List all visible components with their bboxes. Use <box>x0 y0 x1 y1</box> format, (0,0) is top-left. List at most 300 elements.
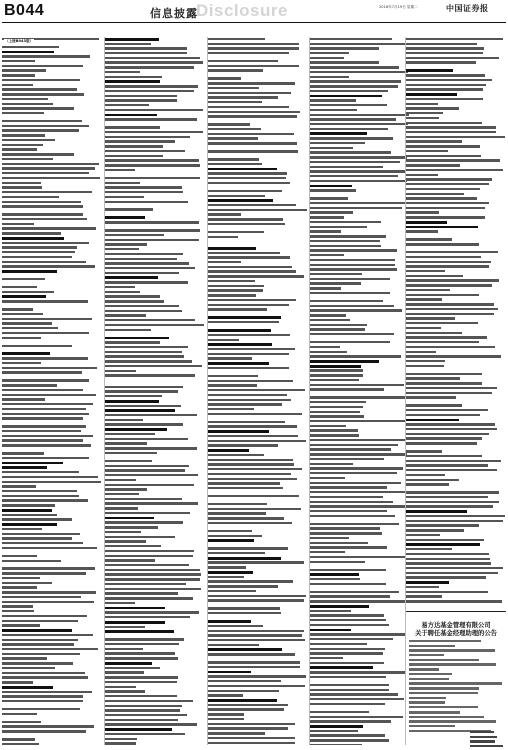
text-line <box>310 463 409 467</box>
text-line <box>105 136 204 140</box>
text-line <box>409 640 503 644</box>
text-line <box>105 686 204 690</box>
text-line <box>2 201 101 205</box>
text-line <box>2 560 101 564</box>
text-line <box>208 47 307 51</box>
text-line <box>310 61 409 65</box>
text-line <box>105 662 204 666</box>
text-line <box>208 444 307 448</box>
text-line <box>105 66 204 70</box>
text-line <box>105 85 204 89</box>
text-line <box>406 543 505 547</box>
text-line <box>208 547 307 551</box>
text-line <box>2 177 101 181</box>
text-line <box>105 216 204 220</box>
text-line <box>2 295 101 299</box>
text-line <box>406 355 505 359</box>
text-line <box>310 185 409 189</box>
text-line <box>2 452 101 456</box>
text-line <box>310 605 409 609</box>
text-line <box>2 537 101 541</box>
text-line <box>2 318 101 322</box>
text-line <box>406 382 505 386</box>
text-line <box>105 616 204 620</box>
text-line <box>105 341 204 345</box>
text-line <box>208 231 307 235</box>
text-line <box>105 208 204 212</box>
text-line <box>105 291 204 295</box>
text-line <box>2 210 101 213</box>
text-line <box>310 415 409 419</box>
text-line <box>105 159 204 163</box>
text-line <box>2 610 101 614</box>
text-line <box>310 249 409 253</box>
text-line <box>208 473 307 477</box>
text-line <box>406 505 505 509</box>
text-line <box>2 743 101 745</box>
text-line <box>105 583 204 587</box>
text-line <box>105 578 204 582</box>
text-line <box>105 169 204 173</box>
text-line <box>105 592 204 596</box>
text-line <box>2 490 101 494</box>
text-line <box>2 389 101 393</box>
text-line <box>406 428 505 432</box>
text-line <box>208 43 307 47</box>
text-line <box>310 194 409 197</box>
text-line <box>208 252 307 256</box>
text-line <box>310 643 409 647</box>
text-line <box>310 565 409 568</box>
text-line <box>406 460 505 464</box>
text-line <box>310 38 409 42</box>
text-line <box>2 139 101 143</box>
text-line <box>310 619 409 623</box>
text-line <box>406 207 505 211</box>
text-line <box>208 658 307 661</box>
text-line <box>310 259 409 263</box>
text-line <box>310 393 409 396</box>
text-line <box>406 423 505 427</box>
text-line <box>2 639 101 643</box>
text-line <box>406 409 505 413</box>
text-line <box>310 66 409 70</box>
text-line <box>2 55 101 59</box>
text-line <box>310 595 409 599</box>
text-line <box>409 716 503 720</box>
text-line <box>406 450 505 454</box>
text-column-4 <box>310 37 409 745</box>
text-line <box>310 439 409 443</box>
text-line <box>208 218 307 222</box>
text-line <box>208 316 307 320</box>
text-line <box>406 404 505 408</box>
text-line <box>105 667 204 671</box>
text-line <box>310 453 409 457</box>
text-line <box>105 355 204 359</box>
text-line <box>310 703 409 707</box>
text-line <box>406 93 505 97</box>
text-line <box>208 182 307 186</box>
text-line <box>105 573 204 577</box>
text-line <box>310 648 409 652</box>
text-line <box>310 734 409 738</box>
text-line <box>406 284 505 288</box>
text-line <box>208 435 307 439</box>
text-line <box>208 634 307 638</box>
text-line <box>406 235 505 238</box>
text-line <box>208 512 307 516</box>
text-line <box>2 398 101 402</box>
text-line <box>406 197 505 201</box>
text-line <box>208 223 307 227</box>
text-line <box>406 447 505 450</box>
text-line <box>105 714 204 718</box>
text-line <box>2 586 101 590</box>
text-line <box>310 230 409 234</box>
text-line <box>105 272 204 276</box>
text-line <box>310 569 409 573</box>
text-line <box>310 137 409 141</box>
text-line <box>208 413 307 417</box>
text-line <box>208 147 307 150</box>
text-line <box>105 201 204 205</box>
text-line <box>2 352 101 356</box>
text-line <box>310 546 409 550</box>
text-line <box>208 120 307 123</box>
text-line <box>105 196 204 200</box>
text-line <box>105 262 204 266</box>
text-line <box>2 84 101 88</box>
text-line <box>2 129 101 133</box>
text-line <box>208 190 307 194</box>
text-line <box>105 521 204 525</box>
text-line <box>310 47 409 51</box>
text-line <box>208 449 307 453</box>
text-line <box>310 207 409 211</box>
text-line <box>310 711 409 715</box>
text-line <box>208 123 307 127</box>
text-line <box>105 540 204 544</box>
text-line <box>2 634 101 638</box>
text-line <box>105 281 204 285</box>
text-line <box>208 644 307 648</box>
text-line <box>105 648 204 652</box>
text-line <box>2 572 101 576</box>
text-line <box>310 542 409 546</box>
text-line <box>2 514 101 518</box>
text-line <box>105 319 204 323</box>
text-line <box>2 430 101 434</box>
text-line <box>208 74 307 77</box>
text-line <box>406 558 505 562</box>
text-line <box>105 104 204 108</box>
text-line <box>2 648 101 652</box>
text-line <box>406 524 505 528</box>
text-line <box>310 523 409 527</box>
text-line <box>406 581 505 585</box>
text-line <box>310 401 409 405</box>
text-line <box>310 505 409 509</box>
text-line <box>208 389 307 393</box>
text-line <box>406 553 505 557</box>
text-line <box>105 382 204 385</box>
text-line <box>310 324 409 328</box>
text-line <box>208 459 307 463</box>
text-line <box>2 662 101 666</box>
text-line <box>406 373 505 377</box>
text-line <box>406 317 505 321</box>
text-line <box>2 615 101 619</box>
text-line <box>2 676 101 680</box>
text-line <box>105 630 204 634</box>
text-line <box>310 434 409 438</box>
text-line <box>406 211 505 215</box>
text-line <box>310 744 409 745</box>
text-line <box>406 174 505 178</box>
text-line <box>208 607 307 611</box>
text-line <box>310 337 409 340</box>
text-line <box>310 319 409 323</box>
text-line <box>406 387 505 391</box>
text-line <box>208 680 307 684</box>
text-line <box>105 239 204 243</box>
text-line <box>208 394 307 398</box>
text-line <box>2 509 101 513</box>
text-line <box>406 289 505 293</box>
text-line <box>2 449 101 452</box>
text-line <box>208 530 307 534</box>
text-line <box>406 69 505 73</box>
text-line <box>208 727 307 731</box>
text-line <box>2 435 101 439</box>
text-line <box>406 414 505 418</box>
text-line <box>310 561 409 565</box>
text-line <box>310 264 409 268</box>
text-line <box>105 438 204 442</box>
text-line <box>406 183 505 187</box>
text-line <box>406 308 505 312</box>
text-line <box>208 321 307 325</box>
text-line <box>105 723 204 727</box>
text-line <box>105 47 204 51</box>
issue-date: 2016年7月19日 星期二 <box>379 5 418 9</box>
text-line <box>310 305 409 309</box>
text-line <box>409 711 503 715</box>
text-line <box>105 155 204 159</box>
text-line <box>105 43 204 47</box>
text-line <box>208 348 307 352</box>
text-line <box>208 580 307 584</box>
text-line <box>208 56 307 59</box>
text-line <box>208 299 307 303</box>
text-line <box>2 704 101 707</box>
text-line <box>310 355 409 359</box>
text-line <box>105 390 204 394</box>
text-line <box>310 671 409 675</box>
text-line <box>310 189 409 193</box>
text-line <box>2 425 101 429</box>
text-line <box>2 542 101 546</box>
text-line <box>2 601 101 605</box>
text-line <box>208 313 307 316</box>
text-line <box>2 163 101 167</box>
text-line <box>208 639 307 643</box>
text-line <box>406 226 505 230</box>
text-line <box>2 172 101 176</box>
text-line <box>2 345 101 349</box>
text-line <box>406 122 505 126</box>
text-line <box>208 539 307 543</box>
text-line <box>208 612 307 616</box>
text-line <box>406 188 505 192</box>
text-line <box>2 93 101 97</box>
text-line <box>2 681 101 685</box>
text-line <box>310 161 409 165</box>
text-line <box>208 708 307 712</box>
text-line <box>2 700 101 704</box>
text-line <box>2 667 101 671</box>
text-line <box>208 430 307 434</box>
text-line <box>406 193 505 197</box>
text-line <box>208 195 307 199</box>
text-line <box>2 349 101 352</box>
text-line <box>208 142 307 146</box>
text-line <box>2 46 101 50</box>
text-line <box>310 684 409 688</box>
text-line <box>406 483 505 487</box>
text-line <box>2 691 101 695</box>
text-line <box>406 313 505 317</box>
section-title-en: Disclosure <box>196 1 288 20</box>
text-line <box>105 469 204 473</box>
text-line <box>208 499 307 502</box>
text-line <box>208 294 307 298</box>
text-line <box>208 566 307 570</box>
text-line <box>310 657 409 661</box>
text-line <box>2 300 101 304</box>
text-line <box>310 109 409 113</box>
text-line <box>105 705 204 709</box>
text-line <box>2 223 101 227</box>
text-line <box>208 463 307 467</box>
text-line <box>2 708 101 712</box>
text-line <box>406 433 505 437</box>
text-line <box>105 80 204 84</box>
text-line <box>2 341 101 344</box>
text-line <box>409 706 503 710</box>
text-line <box>105 447 204 451</box>
text-line <box>2 620 101 624</box>
text-line <box>2 730 101 734</box>
text-line <box>2 134 101 138</box>
text-line <box>105 140 204 144</box>
text-line <box>105 484 204 488</box>
text-line <box>310 716 409 720</box>
text-line <box>406 488 505 491</box>
text-line <box>105 395 204 399</box>
text-line <box>105 728 204 732</box>
text-line <box>310 90 409 94</box>
text-line <box>2 362 101 366</box>
text-column-2 <box>105 37 204 745</box>
continued-from-label: （上接B043版） <box>5 39 34 43</box>
text-line <box>105 305 204 309</box>
text-line <box>105 118 204 122</box>
text-line <box>208 685 307 689</box>
text-line <box>105 400 204 404</box>
text-line <box>310 57 409 61</box>
text-line <box>2 227 101 231</box>
text-line <box>310 365 409 369</box>
text-line <box>105 643 204 647</box>
text-line <box>105 57 204 61</box>
text-line <box>310 226 409 230</box>
text-line <box>105 531 204 535</box>
text-line <box>310 680 409 683</box>
text-line <box>105 564 204 568</box>
text-line <box>406 47 505 51</box>
text-line <box>2 88 101 92</box>
text-line <box>208 128 307 132</box>
text-line <box>105 310 204 314</box>
text-line <box>105 329 204 333</box>
text-line <box>208 243 307 246</box>
text-line <box>105 405 204 409</box>
text-line <box>310 425 409 429</box>
text-line <box>406 88 505 92</box>
text-line <box>208 666 307 670</box>
text-line <box>406 327 505 331</box>
text-line <box>105 61 204 65</box>
text-line <box>406 66 505 69</box>
text-line <box>2 261 101 265</box>
text-line <box>406 61 505 65</box>
text-line <box>208 375 307 379</box>
text-line <box>310 624 409 628</box>
text-line <box>310 501 409 505</box>
text-line <box>105 507 204 511</box>
text-line <box>2 567 101 571</box>
text-line <box>406 534 505 538</box>
text-line <box>310 429 409 433</box>
text-line <box>310 420 409 424</box>
text-line <box>208 630 307 634</box>
text-line <box>105 602 204 606</box>
text-line <box>2 422 101 425</box>
text-line <box>208 557 307 561</box>
text-line <box>105 150 204 154</box>
text-line <box>2 499 101 503</box>
text-line <box>2 725 101 729</box>
text-line <box>208 732 307 736</box>
text-line <box>208 247 307 251</box>
text-line <box>2 384 101 388</box>
text-line <box>105 76 204 80</box>
text-line <box>105 324 204 328</box>
text-line <box>2 629 101 633</box>
text-line <box>208 304 307 308</box>
text-line <box>2 367 101 371</box>
text-line <box>105 131 204 135</box>
text-line <box>105 676 204 680</box>
text-line <box>2 596 101 600</box>
text-line <box>310 406 409 410</box>
text-line <box>105 370 204 374</box>
text-line <box>2 286 101 290</box>
text-line <box>310 693 409 697</box>
text-line <box>2 591 101 595</box>
